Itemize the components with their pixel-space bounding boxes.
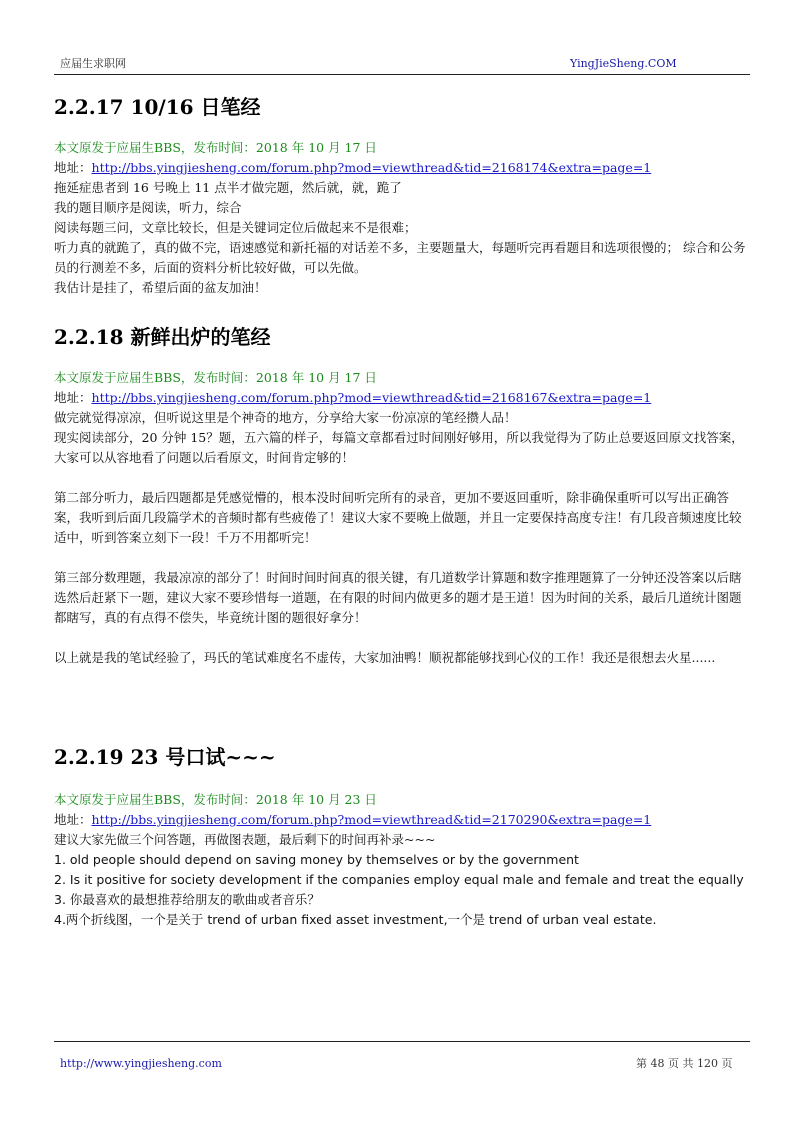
- question-item: 3. 你最喜欢的最想推荐给朋友的歌曲或者音乐？: [54, 892, 320, 907]
- question-item: 1. old people should depend on saving money by themselves or by the government: [54, 852, 579, 867]
- body-paragraph: 第三部分数理题，我最凉凉的部分了！时间时间时间真的很关键，有几道数学计算题和数字推理题算了一分钟还没答案以后瞎选然后赶紧下一题，建议大家不要珍惜每一道题，在有限的时间内做更多的题才是王道！因为时间的关系，最后几道统计图题都瞎写，真的有点得不偿失，毕竟统计图的题很好拿分！: [54, 570, 742, 625]
- section-title: 2.2.17 10/16 日笔经: [54, 95, 261, 119]
- post-url-link[interactable]: http://bbs.yingjiesheng.com/forum.php?mod=viewthread&tid=2168167&extra=page=1: [91, 390, 652, 405]
- post-meta: 本文原发于应届生BBS，发布时间：2018 年 10 月 17 日: [54, 140, 377, 155]
- header-right-text[interactable]: YingJieSheng.COM: [570, 57, 677, 70]
- section-2-2-18: [54, 324, 750, 668]
- address-label: 地址：: [54, 160, 92, 175]
- post-meta: 本文原发于应届生BBS，发布时间：2018 年 10 月 23 日: [54, 792, 377, 807]
- question-item: 2. Is it positive for society development if the companies employ equal male and female and treat the equally: [54, 872, 744, 887]
- post-url-link[interactable]: http://bbs.yingjiesheng.com/forum.php?mod=viewthread&tid=2168174&extra=page=1: [91, 160, 652, 175]
- post-address: [54, 158, 750, 178]
- header-left-text: 应届生求职网: [60, 57, 126, 70]
- body-line: 拖延症患者到 16 号晚上 11 点半才做完题，然后就，就，跪了: [54, 180, 402, 195]
- body-paragraph: 做完就觉得凉凉，但听说这里是个神奇的地方，分享给大家一份凉凉的笔经攒人品！ 现实阅读部分，20 分钟 15？题，五六篇的样子，每篇文章都看过时间刚好够用，所以我觉得为了防止总要返回原文找答案，大家可以从容地看了问题以后看原文，时间肯定够的！: [54, 410, 744, 465]
- header-divider: [54, 74, 750, 75]
- section-title: 2.2.18 新鲜出炉的笔经: [54, 325, 271, 349]
- body-line: 我的题目顺序是阅读，听力，综合: [54, 200, 242, 215]
- address-label: 地址：: [54, 390, 92, 405]
- body-paragraph: 第二部分听力，最后四题都是凭感觉懵的，根本没时间听完所有的录音，更加不要返回重听，除非确保重听可以写出正确答案，我听到后面几段篇学术的音频时都有些疲倦了！建议大家不要晚上做题，并且一定要保持高度专注！有几段音频速度比较适中，听到答案立刻下一段！千万不用都听完！: [54, 490, 742, 545]
- body-line: 我估计是挂了，希望后面的盆友加油！: [54, 280, 267, 295]
- footer-divider: [54, 1041, 750, 1042]
- footer-left-text[interactable]: http://www.yingjiesheng.com: [60, 1057, 222, 1070]
- post-address: [54, 810, 750, 830]
- body-line: 阅读每题三问，文章比较长，但是关键词定位后做起来不是很难；: [54, 220, 417, 235]
- post-meta: 本文原发于应届生BBS，发布时间：2018 年 10 月 17 日: [54, 370, 377, 385]
- question-item: 4.两个折线图，一个是关于 trend of urban fixed asset investment,一个是 trend of urban veal estate.: [54, 912, 657, 927]
- body-paragraph: 以上就是我的笔试经验了，玛氏的笔试难度名不虚传，大家加油鸭！顺祝都能够找到心仪的工作！我还是很想去火星......: [54, 650, 716, 665]
- section-title: 2.2.19 23 号口试~~~: [54, 745, 276, 769]
- section-2-2-19: [54, 744, 750, 930]
- section-2-2-17: [54, 94, 750, 298]
- post-url-link[interactable]: http://bbs.yingjiesheng.com/forum.php?mod=viewthread&tid=2170290&extra=page=1: [91, 812, 652, 827]
- footer-page-number: 第 48 页 共 120 页: [636, 1057, 733, 1070]
- body-line: 建议大家先做三个问答题，再做图表题，最后剩下的时间再补录~~~: [54, 832, 436, 847]
- address-label: 地址：: [54, 812, 92, 827]
- post-address: [54, 388, 750, 408]
- body-line: 听力真的就跪了，真的做不完，语速感觉和新托福的对话差不多，主要题量大，每题听完再看题目和选项很慢的； 综合和公务员的行测差不多，后面的资料分析比较好做，可以先做。: [54, 240, 746, 275]
